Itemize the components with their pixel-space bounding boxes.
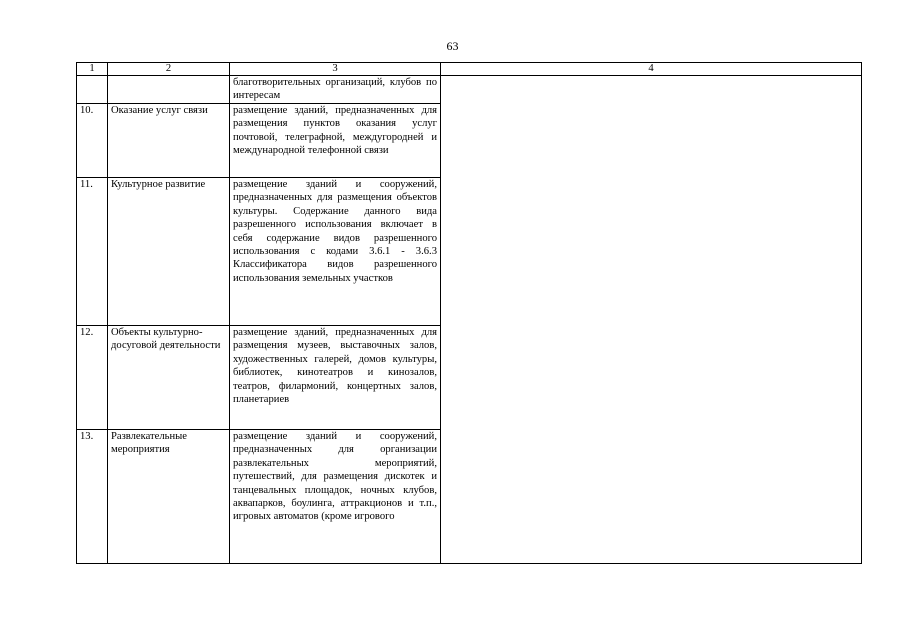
page-number: 63 xyxy=(446,39,459,53)
row-name-cell xyxy=(108,76,230,104)
row-name-cell: Объекты культурно-досуговой деятельности xyxy=(108,326,230,430)
row-description-cell: размещение зданий и сооружений, предназначенных для организации развлекательных мероприятий, путешествий, для размещения дискотек и танцевальных площадок, ночных клубов, аквапарков, боулинга, аттракционов и т.п., игровых автоматов (кроме игрового xyxy=(230,430,441,564)
column-header-2: 2 xyxy=(108,63,230,76)
row-number-cell: 13. xyxy=(77,430,108,564)
row-number-cell: 10. xyxy=(77,104,108,178)
land-use-table xyxy=(76,62,862,564)
row-description-cell: размещение зданий, предназначенных для размещения музеев, выставочных залов, художественных галерей, домов культуры, библиотек, кинотеатров и кинозалов, театров, филармоний, концертных залов, планетариев xyxy=(230,326,441,430)
column-header-3: 3 xyxy=(230,63,441,76)
row-description-cell: размещение зданий, предназначенных для размещения пунктов оказания услуг почтовой, телеграфной, междугородней и международной телефонной связи xyxy=(230,104,441,178)
row-name-cell: Развлекательные мероприятия xyxy=(108,430,230,564)
row-name-cell: Оказание услуг связи xyxy=(108,104,230,178)
column-4-cell xyxy=(441,76,862,564)
table-header-row xyxy=(77,63,862,76)
column-header-1: 1 xyxy=(77,63,108,76)
row-number-cell: 12. xyxy=(77,326,108,430)
column-header-4: 4 xyxy=(441,63,862,76)
row-number-cell: 11. xyxy=(77,178,108,326)
row-description-cell: благотворительных организаций, клубов по интересам xyxy=(230,76,441,104)
table-row-continuation xyxy=(77,76,862,104)
row-description-cell: размещение зданий и сооружений, предназначенных для размещения объектов культуры. Содержание данного вида разрешенного использования включает в себя содержание видов разрешенного использования с кодами 3.6.1 - 3.6.3 Классификатора видов разрешенного использования земельных участков xyxy=(230,178,441,326)
row-name-cell: Культурное развитие xyxy=(108,178,230,326)
row-number-cell xyxy=(77,76,108,104)
